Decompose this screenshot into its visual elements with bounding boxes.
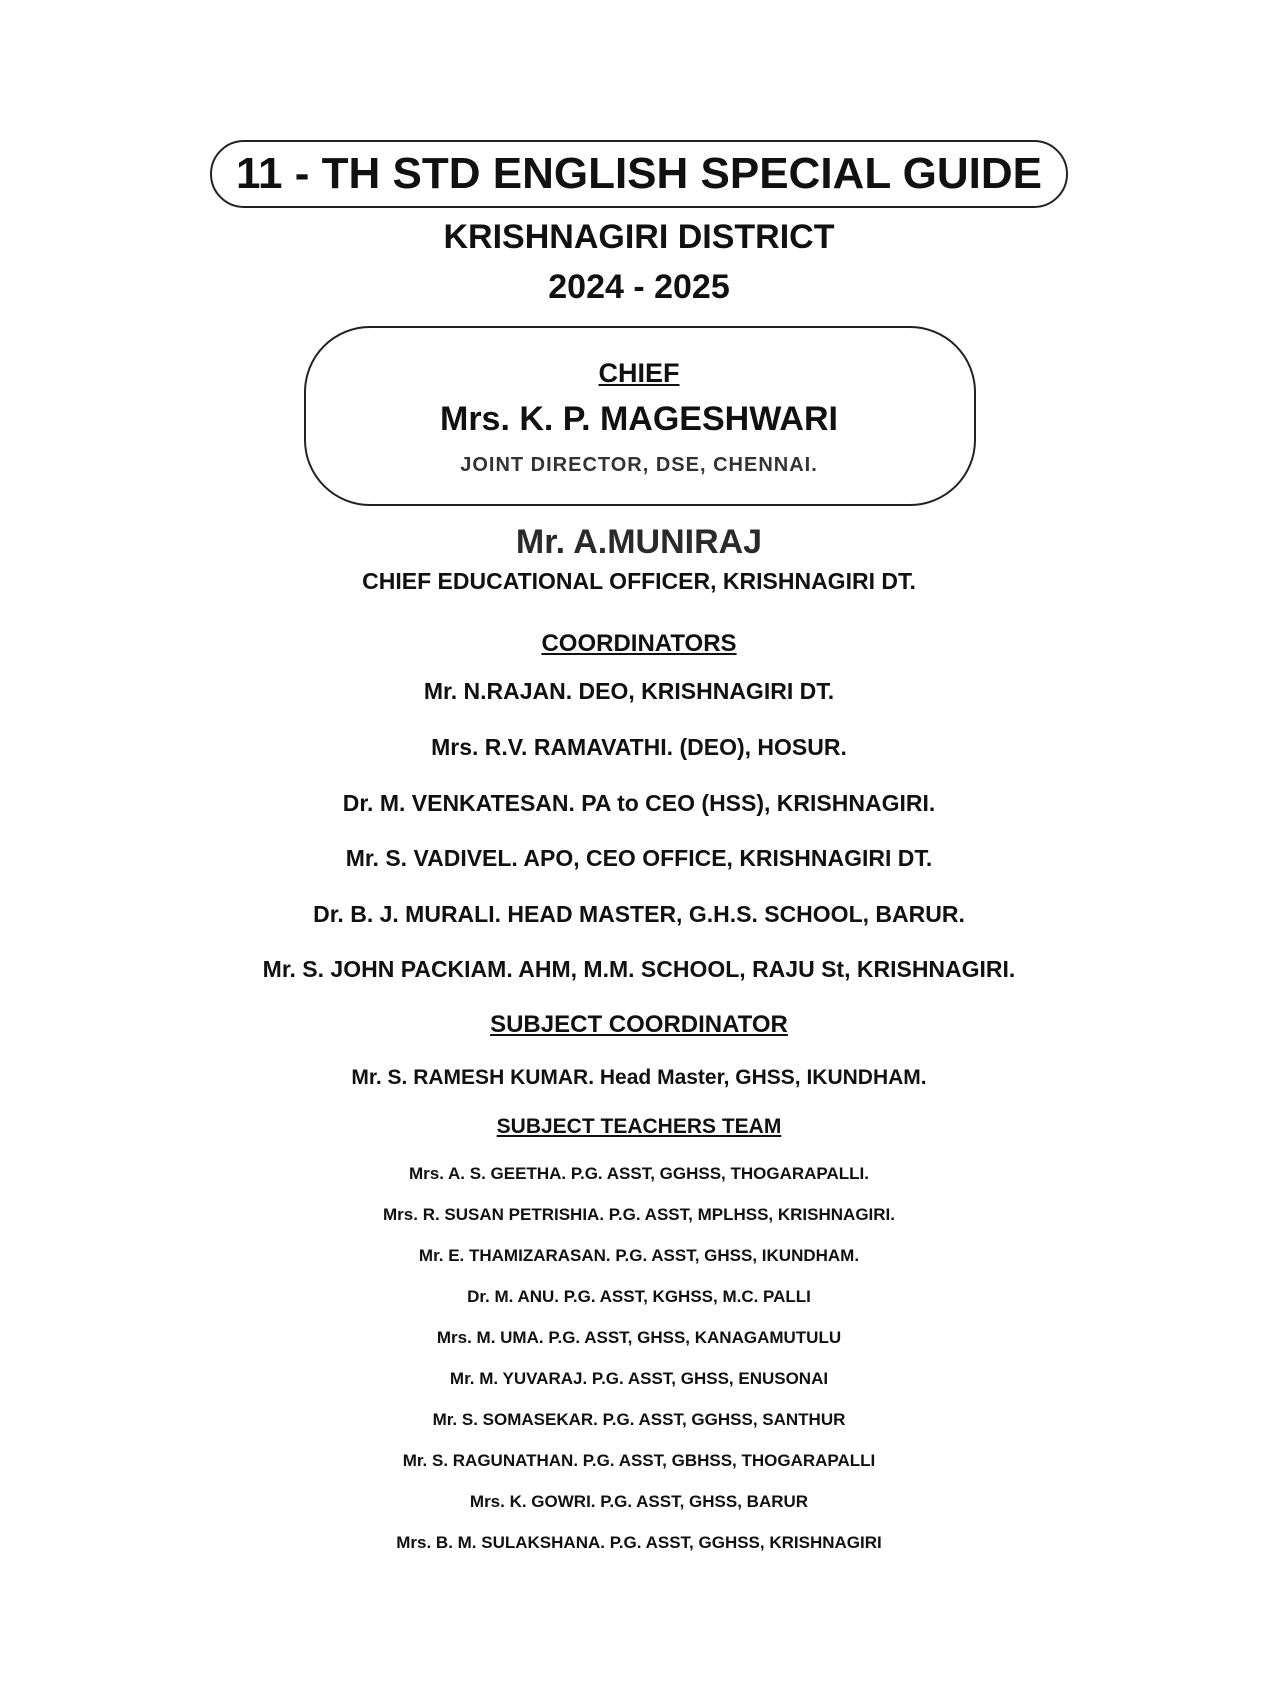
coordinator-item: Dr. B. J. MURALI. HEAD MASTER, G.H.S. SCHOOL, BARUR. xyxy=(313,901,965,927)
academic-year: 2024 - 2025 xyxy=(548,268,730,306)
coordinator-item: Mrs. R.V. RAMAVATHI. (DEO), HOSUR. xyxy=(431,734,847,760)
chief-name: Mrs. K. P. MAGESHWARI xyxy=(440,400,838,438)
teachers-heading: SUBJECT TEACHERS TEAM xyxy=(496,1115,782,1138)
coordinator-item: Mr. S. JOHN PACKIAM. AHM, M.M. SCHOOL, RAJU St, KRISHNAGIRI. xyxy=(262,956,1016,982)
teacher-item: Mrs. B. M. SULAKSHANA. P.G. ASST, GGHSS, KRISHNAGIRI xyxy=(396,1533,882,1552)
coordinator-item: Mr. S. VADIVEL. APO, CEO OFFICE, KRISHNAGIRI DT. xyxy=(345,845,933,871)
coordinator-item: Dr. M. VENKATESAN. PA to CEO (HSS), KRISHNAGIRI. xyxy=(342,790,936,816)
subject-coordinator-name: Mr. S. RAMESH KUMAR. Head Master, GHSS, IKUNDHAM. xyxy=(351,1066,927,1089)
teacher-item: Mrs. A. S. GEETHA. P.G. ASST, GGHSS, THOGARAPALLI. xyxy=(408,1164,869,1183)
chief-designation: JOINT DIRECTOR, DSE, CHENNAI. xyxy=(460,454,818,476)
subject-coordinator-heading: SUBJECT COORDINATOR xyxy=(490,1011,788,1038)
teacher-item: Mr. S. RAGUNATHAN. P.G. ASST, GBHSS, THOGARAPALLI xyxy=(402,1451,876,1470)
coordinators-heading: COORDINATORS xyxy=(541,630,737,657)
coordinator-item: Mr. N.RAJAN. DEO, KRISHNAGIRI DT. xyxy=(423,678,835,704)
teacher-item: Mr. S. SOMASEKAR. P.G. ASST, GGHSS, SANTHUR xyxy=(432,1410,846,1429)
teacher-item: Mrs. M. UMA. P.G. ASST, GHSS, KANAGAMUTULU xyxy=(436,1328,842,1347)
teacher-item: Dr. M. ANU. P.G. ASST, KGHSS, M.C. PALLI xyxy=(467,1287,811,1306)
chief-heading: CHIEF xyxy=(598,358,680,388)
teacher-item: Mrs. K. GOWRI. P.G. ASST, GHSS, BARUR xyxy=(469,1492,809,1511)
ceo-name: Mr. A.MUNIRAJ xyxy=(515,523,763,561)
teacher-item: Mrs. R. SUSAN PETRISHIA. P.G. ASST, MPLHSS, KRISHNAGIRI. xyxy=(383,1205,895,1224)
district-name: KRISHNAGIRI DISTRICT xyxy=(443,218,835,256)
teacher-item: Mr. M. YUVARAJ. P.G. ASST, GHSS, ENUSONAI xyxy=(449,1369,829,1388)
ceo-designation: CHIEF EDUCATIONAL OFFICER, KRISHNAGIRI DT. xyxy=(362,568,916,594)
guide-title: 11 - TH STD ENGLISH SPECIAL GUIDE xyxy=(210,140,1068,208)
teacher-item: Mr. E. THAMIZARASAN. P.G. ASST, GHSS, IKUNDHAM. xyxy=(418,1246,860,1265)
